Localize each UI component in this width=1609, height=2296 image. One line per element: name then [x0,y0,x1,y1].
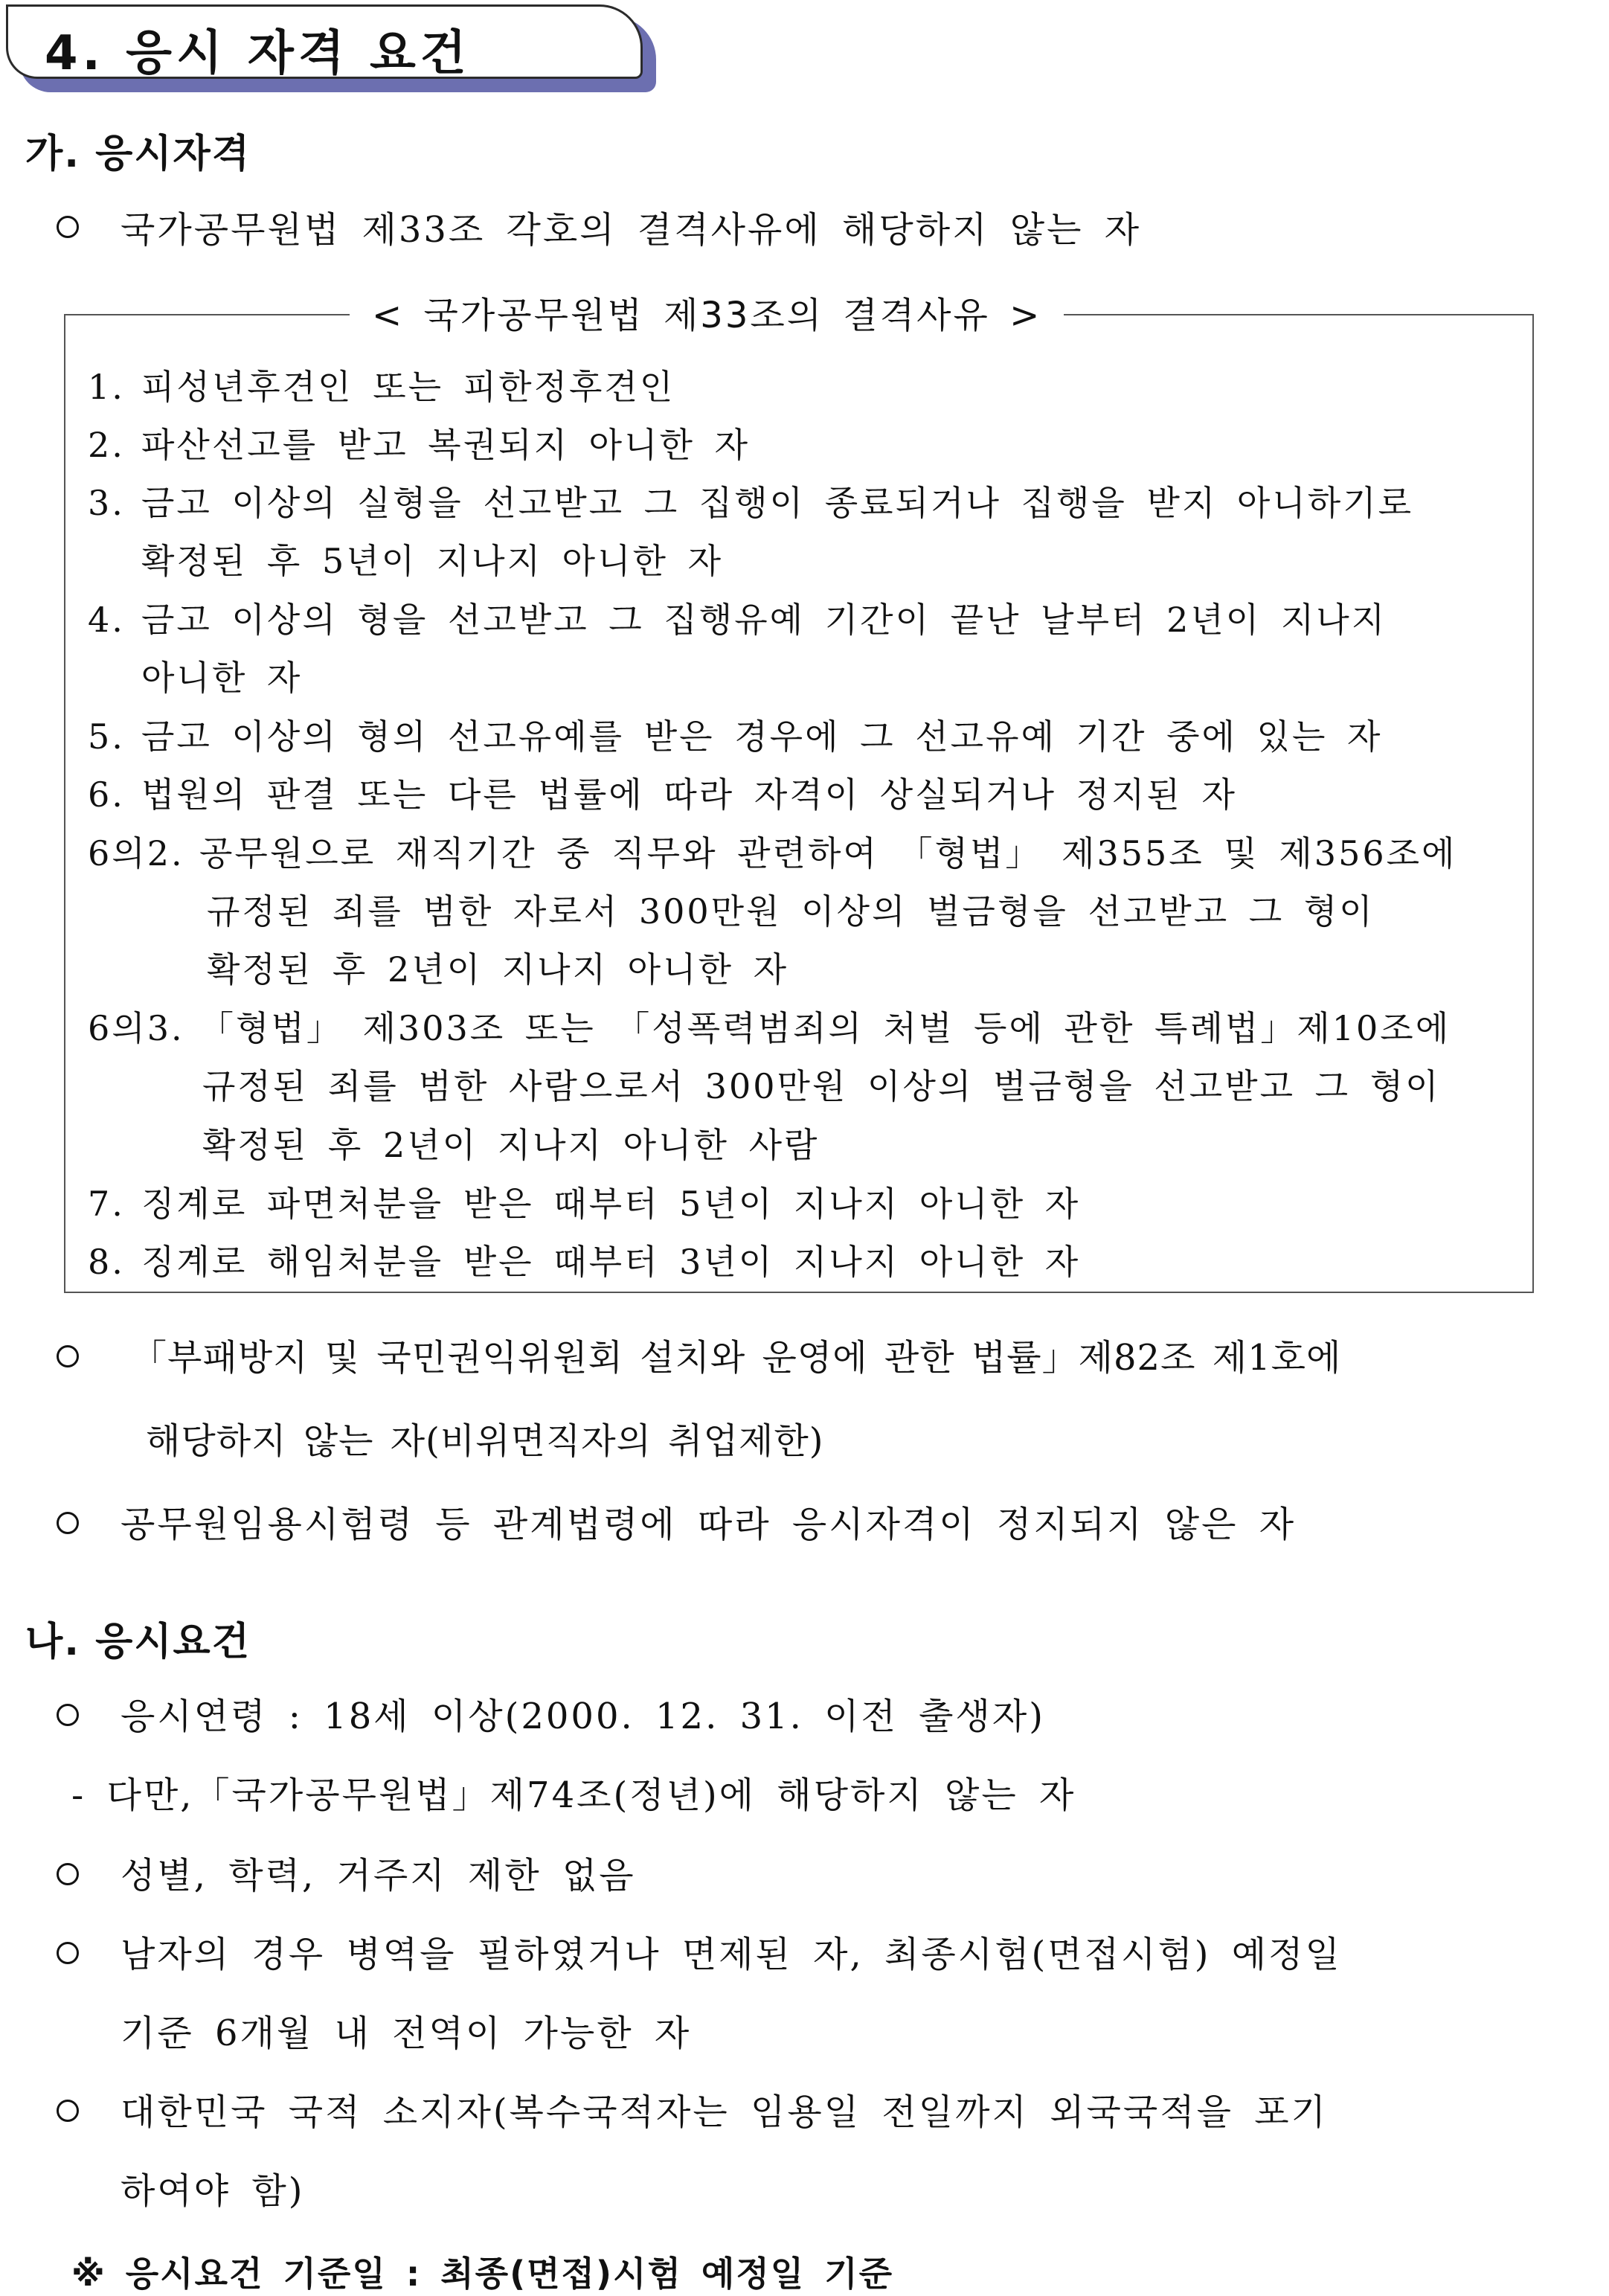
bullet-circle-icon [57,1863,79,1885]
dq-item-6-2-continued-2: 확정된 후 2년이 지나지 아니한 자 [207,949,789,990]
dq-item-number: 6. [88,775,125,815]
dq-item-text: 「형법」 제303조 또는 「성폭력범죄의 처벌 등에 관한 특례법」제10조에 [199,1008,1451,1048]
qualification-heading: 가. 응시자격 [25,132,251,176]
dq-item-6-3-continued-2: 확정된 후 2년이 지나지 아니한 사람 [202,1125,820,1165]
dq-item-text: 징계로 파면처분을 받은 때부터 5년이 지나지 아니한 자 [141,1184,1081,1224]
qualification-bullet-1: 국가공무원법 제33조 각호의 결격사유에 해당하지 않는 자 [121,209,1142,251]
requirement-note: ※ 응시요건 기준일 : 최종(면접)시험 예정일 기준 [71,2254,894,2294]
dq-item-4 [88,593,1387,642]
dq-item-number: 2. [88,425,125,465]
dq-item-6 [88,768,1237,817]
dq-item-3 [88,476,1413,525]
requirement-age-exception: - 다만,「국가공무원법」제74조(정년)에 해당하지 않는 자 [71,1774,1076,1816]
dq-item-7 [88,1177,1080,1226]
dq-item-number: 4. [88,600,125,640]
dq-item-text: 징계로 해임처분을 받은 때부터 3년이 지나지 아니한 자 [141,1242,1081,1282]
requirement-nationality-line-1: 대한민국 국적 소지자(복수국적자는 임용일 전일까지 외국국적을 포기 [121,2091,1328,2133]
dq-item-number: 8. [88,1242,125,1282]
requirement-gender: 성별, 학력, 거주지 제한 없음 [121,1855,636,1896]
bullet-circle-icon [57,2100,79,2122]
dq-item-text: 공무원으로 재직기간 중 직무와 관련하여 「형법」 제355조 및 제356조에 [199,833,1457,873]
bullet-circle-icon [57,1345,79,1367]
disqualification-box-title: < 국가공무원법 제33조의 결격사유 > [350,286,1064,338]
requirement-military-line-2: 기준 6개월 내 전역이 가능한 자 [121,2013,692,2054]
dq-item-3-continued: 확정된 후 5년이 지나지 아니한 자 [141,541,724,581]
dq-item-text: 파산선고를 받고 복권되지 아니한 자 [141,425,751,465]
bullet-circle-icon [57,216,79,238]
requirement-age: 응시연령 : 18세 이상(2000. 12. 31. 이전 출생자) [121,1696,1046,1737]
requirement-nationality-line-2: 하여야 함) [121,2170,305,2212]
dq-item-4-continued: 아니한 자 [141,658,303,698]
dq-item-5 [88,710,1383,759]
dq-item-6-2 [88,827,1457,876]
dq-item-2 [88,418,750,467]
dq-item-number: 7. [88,1184,125,1224]
dq-item-8 [88,1235,1080,1284]
dq-item-text: 금고 이상의 형을 선고받고 그 집행유예 기간이 끝난 날부터 2년이 지나지 [141,600,1387,640]
bullet-circle-icon [57,1704,79,1726]
dq-item-6-2-continued-1: 규정된 죄를 범한 자로서 300만원 이상의 벌금형을 선고받고 그 형이 [207,891,1375,931]
qualification-bullet-3: 공무원임용시험령 등 관계법령에 따라 응시자격이 정지되지 않은 자 [121,1504,1297,1545]
dq-item-text: 금고 이상의 형의 선고유예를 받은 경우에 그 선고유예 기간 중에 있는 자 [141,716,1383,757]
section-title: 4. 응시 자격 요건 [45,26,471,81]
dq-item-1 [88,360,675,409]
dq-item-number: 3. [88,483,125,523]
dq-item-6-3-continued-1: 규정된 죄를 범한 사람으로서 300만원 이상의 벌금형을 선고받고 그 형이 [202,1066,1441,1106]
bullet-circle-icon [57,1942,79,1964]
dq-item-number: 1. [88,367,125,407]
requirements-heading: 나. 응시요건 [25,1620,251,1664]
section-header-tab [6,4,653,85]
dq-item-text: 금고 이상의 실형을 선고받고 그 집행이 종료되거나 집행을 받지 아니하기로 [141,483,1414,523]
qualification-bullet-2-line-2: 해당하지 않는 자(비위면직자의 취업제한) [146,1420,824,1462]
requirement-military-line-1: 남자의 경우 병역을 필하였거나 면제된 자, 최종시험(면접시험) 예정일 [121,1934,1342,1975]
bullet-circle-icon [57,1512,79,1534]
dq-item-number: 5. [88,716,125,757]
dq-item-6-3 [88,1001,1451,1051]
dq-item-number: 6의2. [88,833,184,873]
dq-item-number: 6의3. [88,1008,184,1048]
dq-item-text: 법원의 판결 또는 다른 법률에 따라 자격이 상실되거나 정지된 자 [141,775,1237,815]
qualification-bullet-2-line-1: 「부패방지 및 국민권익위원회 설치와 운영에 관한 법률」제82조 제1호에 [131,1337,1342,1379]
dq-item-text: 피성년후견인 또는 피한정후견인 [141,367,675,407]
